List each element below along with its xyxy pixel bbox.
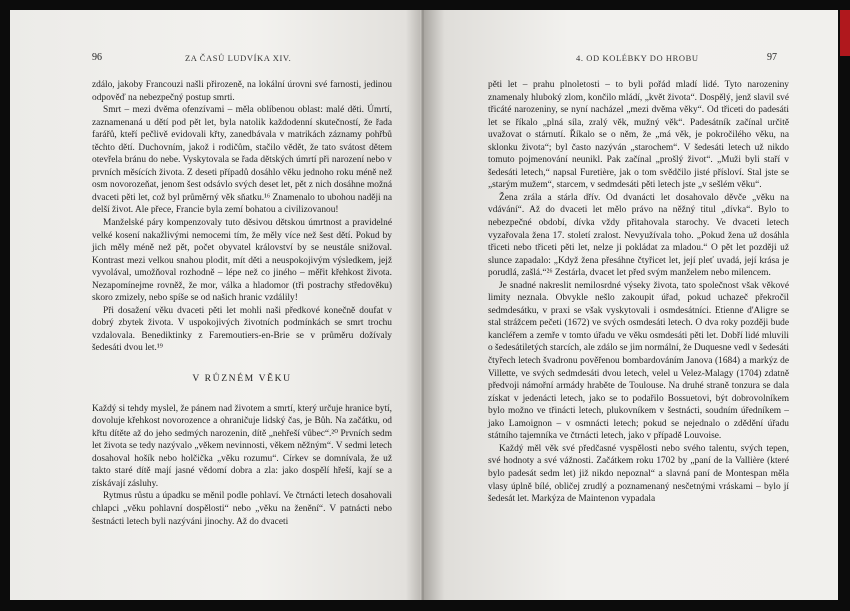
running-head-left: ZA ČASŮ LUDVÍKA XIV. [185,53,292,63]
right-page [424,10,838,600]
paragraph: zdálo, jakoby Francouzi našli přirozeně, na lokální úrovni své farnosti, jedinou odpověď na nebezpečný postup smrti. [92,80,392,103]
paragraph: Manželské páry kompenzovaly tuto děsivou dětskou úmrtnost a pravidelné velké kosení nakažlivými nemocemi tím, že měly více než šest dětí. Pokud by jich měly méně než pět, počet obyvatel království by se neustále snižoval. Kontrast mezi velkou snahou plodit, mít děti a neuspokojivým výsledkem, jejž vyvolával, umožňoval rozhodně – lépe než co jiného – měřit křehkost života. Nezapomínejme rovněž, že mor, válka a hladomor (tři postrachy středověku) skoro zmizely, nebo spíše se od našich hranic vzdálily! [92,218,392,304]
paragraph: pěti let – prahu plnoletosti – to byli pořád mladí lidé. Tyto narozeniny znamenaly hluboký zlom, končilo mládí, „květ života“. Dospělý, jenž slavil své třicáté narozeniny, se nyní nacházel „mezi dvěma věky“. Od třiceti do padesáti let se říkalo „plná síla, zralý věk, mužný věk“. Padesátník začínal určitě uvažovat o stárnutí. Říkalo se o něm, že „má věk, je pokročilého věku, na sklonku života“; byl často nazýván „starochem“. V šedesáti letech už nikdo tomuto pojmenování neunikl. Pak začínal „prošlý život“. „Muži byli staří v šedesáti letech,“ napsal Furetière, jak o tom svědčilo jisté přísloví. Stal jste se „starým mužem“, starcem, v sedmdesáti pěti letech jste „v sešlém věku“. [488,80,789,191]
running-head-right: 4. OD KOLÉBKY DO HROBU [576,53,699,63]
section-title: V RŮZNÉM VĚKU [192,373,292,385]
paragraph: Smrt – mezi dvěma ofenzívami – měla oblíbenou oblast: malé děti. Úmrtí, zaznamenaná u dětí pod pět let, byla natolik každodenní skutečností, že řada farářů, kteří pečlivě evidovali křty, zanedbávala v matrikách záznamy pohřbů těchto dětí. Duchovním, jakož i rodičům, stačilo vědět, že tato svátost dětem otevřela bránu do nebe. Vyskytovala se řada dětských úmrtí při narození nebo v prvních měsících života. Z deseti případů dosáhlo věku jednoho roku méně než osm novorozeňat, jenom šest odsávlo svých deset let, pět z nich dosáhne možná dvaceti pěti let, což byl průměrný věk sňatku.¹⁶ Znamenalo to ubohou naději na delší život. Ale přece, Francie byla zemí bohatou a civilizovanou! [92,105,392,216]
paragraph: Žena zrála a stárla dřív. Od dvanácti let dosahovalo děvče „věku na vdávání“. Až do dvaceti let mělo právo na něžný titul „dívka“. Bylo to nebezpečné období, dívka vždy přitahovala starochy. Ve dvaceti letech vyzařovala žena 17. století zralost. Nevyužívala toho. „Pokud žena už dosáhla třiceti nebo třiceti pěti let, nelze ji pokládat za mladou.“ O pět let později už slunce zapadalo: „Když žena přesáhne čtyřicet let, její pleť uvadá, její krása je porudlá, zašlá.“²⁶ Zestárla, dvacet let před svým manželem nebo milencem. [488,192,789,279]
paragraph: Každý měl věk své předčasné vyspělosti nebo svého talentu, svých tepen, své hodnoty a své vážnosti. Začátkem roku 1702 by „paní de la Vallière (které bylo padesát sedm let) již nikdo nepoznal“ a slavná paní de Montespan měla vlasy úplně bílé, obličej zrudlý a poznamenaný nesčetnými vráskami – bylo jí šedesát let. Markýza de Maintenon vypadala [488,443,789,505]
bookmark-edge [840,10,850,56]
page-number-left: 96 [92,52,102,63]
paragraph: Každý si tehdy myslel, že pánem nad životem a smrtí, který určuje hranice bytí, dovoluje křehkost novorozence a ohraničuje lidský čas, je Bůh. Na začátku, od křtu dítěte až do jeho sedmých narozenin, dítě „nehřeší vůbec“.²⁰ Prvních sedm let života se tedy nazývalo „věkem nevinnosti, věkem něžným“. V sedmi letech dosahoval hošík nebo holčička „věku rozumu“. Církev se domnívala, že už takto staré dítě mají jasné vědomí dobra a zla: jako dospělí hřeší, kají se a získávají zásluhy. [92,403,392,489]
right-page-text [488,79,789,506]
book-spread [10,10,838,600]
left-page-text [92,79,392,528]
paragraph: Je snadné nakreslit nemilosrdné výseky života, tato společnost však věkové limity neznala. Obvykle nešlo zakoupit úřad, pokud uchazeč překročil sedmdesátku, v praxi se však vyskytovali i osmdesátníci. Etienne d'Aligre se stal strážcem pečeti (1672) ve svých osmdesáti letech. O dva roky později bude kancléřem a zemře v tomto úřadu ve věku osmdesáti pěti let. Dobří lidé mluvili o šedesátiletých starcích, ale zdálo se jim normální, že Duquesne vedl v šedesáti čtyřech letech švadronu pověřenou bombardováním Janova (1684) a markýz de Villette, ve svých sedmdesáti dvou letech, velel u Velez-Malagy (1704) zdatně předvoji námořní armády hraběte de Toulouse. Na druhé straně tonzura se dala získat v jedenácti letech, jako se to podařilo Bossuetovi, být dobrovolníkem bylo možno ve třinácti letech, plukovníkem v šestnácti, soudním úředníkem – jako Lamoignon – v osmnácti letech; pokud se nejednalo o zdědění úřadu státního tajemníka ve čtrnácti letech, jako v případě Louvoise. [488,280,789,442]
paragraph: Rytmus růstu a úpadku se měnil podle pohlaví. Ve čtrnácti letech dosahovali chlapci „věku pohlavní dospělosti“ nebo „věku na ženění“. V patnácti nebo šestnácti letech byli nazýváni jinochy. Až do dvaceti [92,491,392,527]
paragraph: Při dosažení věku dvaceti pěti let mohli naši předkové konečně doufat v dobrý zbytek života. V uspokojivých životních podmínkách se smrt trochu vzdalovala. Benediktinky z Faremoutiers-en-Brie se v průměru dožívaly šedesáti dvou let.¹⁹ [92,305,392,354]
left-page [10,10,422,600]
page-number-right: 97 [767,52,777,63]
